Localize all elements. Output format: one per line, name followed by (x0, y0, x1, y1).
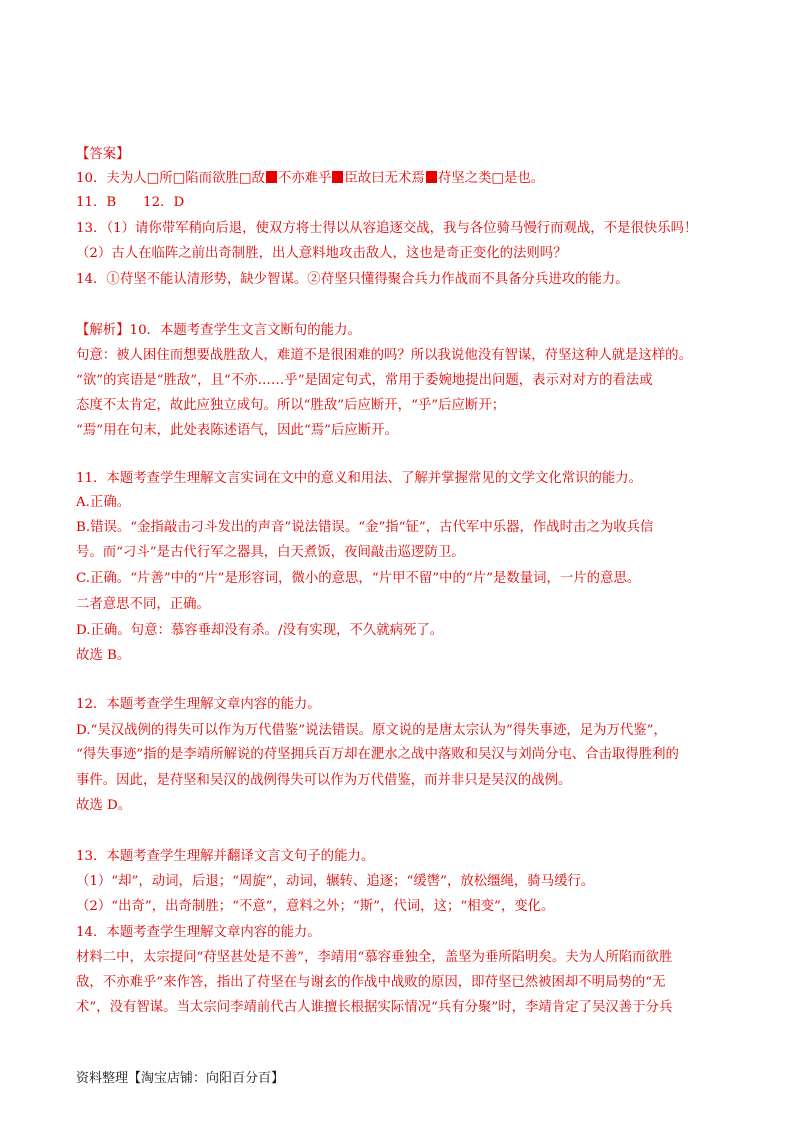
answer-10-part1: 10．夫为人□所□陷而欲胜□敌 (76, 171, 265, 186)
analysis-14-line3: 敌，不亦难乎”来作答，指出了苻坚在与谢玄的作战中战败的原因，即苻坚已然被困却不明局势的“无 (76, 975, 666, 990)
answer-10-part3: 臣故曰无术焉 (344, 171, 425, 186)
analysis-10-line3: “欲”的宾语是“胜敌”，且“不亦……乎”是固定句式，常用于委婉地提出问题，表示对对方的看法或 (76, 373, 653, 388)
red-square-mark (426, 171, 437, 183)
analysis-12-line4: 事件。因此，是苻坚和吴汉的战例得失可以作为万代借鉴，而并非只是吴汉的战例。 (76, 773, 572, 788)
analysis-14-line4: 术”，没有智谋。当太宗问李靖前代古人谁擅长根据实际情况“兵有分聚”时，李靖肯定了吴汉善于分兵 (76, 1000, 673, 1015)
red-square-mark (266, 171, 277, 183)
page-footer: 资料整理【淘宝店铺：向阳百分百】 (76, 1071, 285, 1086)
analysis-12-line2: D.“吴汉战例的得失可以作为万代借鉴”说法错误。原文说的是唐太宗认为“得失事迹，足为万代鉴”， (76, 723, 667, 738)
analysis-13-line2: （1）“却”，动词，后退；“周旋”，动词，辗转、追逐；“缓辔”，放松缰绳，骑马缓行。 (76, 874, 595, 889)
answer-header: 【答案】 (76, 147, 130, 162)
analysis-12-line5: 故选 D。 (76, 798, 132, 813)
answer-13-1: 13．（1）请你带军稍向后退，使双方将士得以从容追逐交战，我与各位骑马慢行而观战，不是很快乐吗！ (76, 221, 698, 236)
answer-13-2: （2）古人在临阵之前出奇制胜，出人意料地攻击敌人，这也是奇正变化的法则吗？ (76, 246, 567, 261)
analysis-11-line1: 11．本题考查学生理解文言实词在文中的意义和用法、了解并掌握常见的文学文化常识的能力。 (76, 471, 643, 486)
analysis-11-line3: B.错误。“金指敲击刁斗发出的声音”说法错误。“金”指“钲”，古代军中乐器，作战时击之为收兵信 (76, 520, 654, 535)
answer-10-part2: 不亦难乎 (277, 171, 332, 186)
analysis-10-line4: 态度不太肯定，故此应独立成句。所以“胜敌”后应断开，“乎”后应断开； (76, 398, 506, 413)
analysis-14-line2: 材料二中，太宗提问“苻坚甚处是不善”，李靖用“慕容垂独全，盖坚为垂所陷明矣。夫为人所陷而欲胜 (76, 950, 673, 965)
analysis-10-line2: 句意：被人困住而想要战胜敌人，难道不是很困难的吗？所以我说他没有智谋，苻坚这种人就是这样的。 (76, 348, 692, 363)
answer-10-part4: 苻坚之类□是也。 (437, 171, 545, 186)
red-square-mark (332, 171, 343, 183)
analysis-11-line7: D.正确。句意：慕容垂却没有杀。/没有实现，不久就病死了。 (76, 623, 444, 638)
analysis-11-line4: 号。而“刁斗”是古代行军之器具，白天煮饭，夜间敲击巡逻防卫。 (76, 545, 465, 560)
answer-14: 14．①苻坚不能认清形势，缺少智谋。②苻坚只懂得聚合兵力作战而不具备分兵进攻的能力。 (76, 272, 629, 287)
analysis-13-line3: （2）“出奇”，出奇制胜；“不意”，意料之外；“斯”，代词，这；“相变”，变化。 (76, 899, 555, 914)
analysis-11-line6: 二者意思不同，正确。 (76, 597, 210, 612)
analysis-11-line8: 故选 B。 (76, 648, 131, 663)
analysis-11-line5: C.正确。“片善”中的“片”是形容词，微小的意思，“片甲不留”中的“片”是数量词，一片的意思。 (76, 571, 641, 586)
analysis-13-line1: 13．本题考查学生理解并翻译文言文句子的能力。 (76, 849, 375, 864)
analysis-10-line1: 【解析】10．本题考查学生文言文断句的能力。 (76, 323, 361, 338)
answer-11-12: 11．B 12．D (76, 195, 185, 210)
analysis-12-line3: “得失事迹”指的是李靖所解说的苻坚拥兵百万却在淝水之战中落败和吴汉与刘尚分屯、合击取得胜利的 (76, 747, 679, 762)
analysis-14-line1: 14．本题考查学生理解文章内容的能力。 (76, 925, 321, 940)
answer-10 (76, 170, 726, 188)
analysis-10-line5: “焉”用在句末，此处表陈述语气，因此“焉”后应断开。 (76, 423, 398, 438)
analysis-12-line1: 12．本题考查学生理解文章内容的能力。 (76, 697, 321, 712)
analysis-11-line2: A.正确。 (76, 495, 131, 510)
